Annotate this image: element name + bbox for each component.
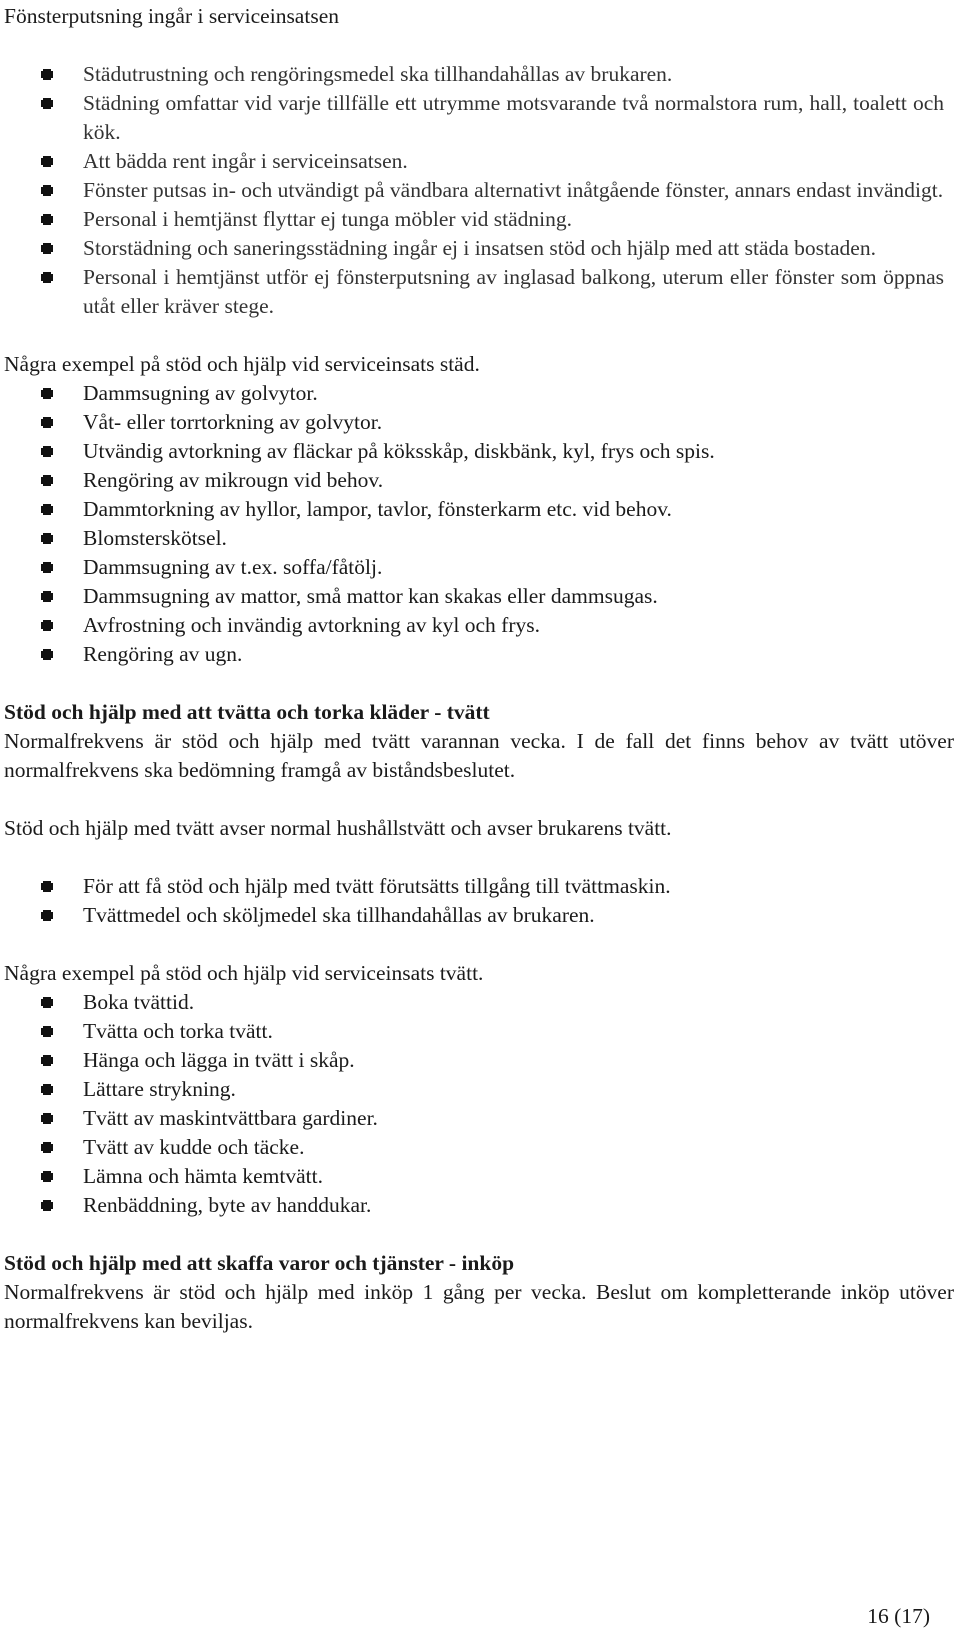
list-item: Blomsterskötsel. — [4, 524, 954, 553]
list-item: Våt- eller torrtorkning av golvytor. — [4, 408, 954, 437]
list-item: Dammsugning av t.ex. soffa/fåtölj. — [4, 553, 954, 582]
list-item: Tvätt av kudde och täcke. — [4, 1133, 954, 1162]
bullet-icon — [43, 1026, 51, 1037]
list-item: Avfrostning och invändig avtorkning av kyl och frys. — [4, 611, 954, 640]
list-item: Renbäddning, byte av handdukar. — [4, 1191, 954, 1220]
list-item: Utvändig avtorkning av fläckar på köksskåp, diskbänk, kyl, frys och spis. — [4, 437, 954, 466]
list-item: Fönster putsas in- och utvändigt på vändbara alternativt inåtgående fönster, annars endast invändigt. — [4, 176, 954, 205]
list-item: Personal i hemtjänst flyttar ej tunga möbler vid städning. — [4, 205, 954, 234]
list-item: Att bädda rent ingår i serviceinsatsen. — [4, 147, 954, 176]
list-item: Rengöring av ugn. — [4, 640, 954, 669]
list-item: Lättare strykning. — [4, 1075, 954, 1104]
list-item: Tvättmedel och sköljmedel ska tillhandahållas av brukaren. — [4, 901, 954, 930]
list-item: För att få stöd och hjälp med tvätt förutsätts tillgång till tvättmaskin. — [4, 872, 954, 901]
shopping-heading: Stöd och hjälp med att skaffa varor och tjänster - inköp — [4, 1251, 515, 1275]
list-item: Lämna och hämta kemtvätt. — [4, 1162, 954, 1191]
bullet-icon — [43, 1084, 51, 1095]
bullet-icon — [43, 620, 51, 631]
bullet-icon — [43, 475, 51, 486]
list-item: Tvätta och torka tvätt. — [4, 1017, 954, 1046]
bullet-icon — [43, 997, 51, 1008]
clean-examples-list — [4, 379, 954, 669]
bullet-icon — [43, 1200, 51, 1211]
bullet-icon — [43, 388, 51, 399]
shopping-frequency: Normalfrekvens är stöd och hjälp med inköp 1 gång per vecka. Beslut om kompletterande inköp utöver normalfrekvens kan beviljas. — [4, 1280, 954, 1333]
spacer — [4, 930, 954, 959]
bullet-icon — [43, 185, 51, 196]
list-item: Dammsugning av mattor, små mattor kan skakas eller dammsugas. — [4, 582, 954, 611]
list-item: Dammsugning av golvytor. — [4, 379, 954, 408]
bullet-icon — [43, 243, 51, 254]
page-number: 16 (17) — [867, 1604, 930, 1628]
list-item: Rengöring av mikrougn vid behov. — [4, 466, 954, 495]
list-item: Dammtorkning av hyllor, lampor, tavlor, fönsterkarm etc. vid behov. — [4, 495, 954, 524]
laundry-conditions-list — [4, 872, 954, 930]
laundry-examples-list — [4, 988, 954, 1220]
list-item: Tvätt av maskintvättbara gardiner. — [4, 1104, 954, 1133]
laundry-frequency: Normalfrekvens är stöd och hjälp med tvätt varannan vecka. I de fall det finns behov av tvätt utöver normalfrekvens ska bedömning framgå av biståndsbeslutet. — [4, 729, 954, 782]
bullet-icon — [43, 272, 51, 283]
laundry-examples-intro: Några exempel på stöd och hjälp vid serviceinsats tvätt. — [4, 961, 484, 985]
laundry-scope: Stöd och hjälp med tvätt avser normal hushållstvätt och avser brukarens tvätt. — [4, 816, 672, 840]
bullet-icon — [43, 417, 51, 428]
bullet-icon — [43, 881, 51, 892]
bullet-icon — [43, 533, 51, 544]
list-item: Städning omfattar vid varje tillfälle ett utrymme motsvarande två normalstora rum, hall, toalett och kök. — [4, 89, 954, 147]
bullet-icon — [43, 1171, 51, 1182]
clean-examples-intro: Några exempel på stöd och hjälp vid serviceinsats städ. — [4, 352, 480, 376]
laundry-heading: Stöd och hjälp med att tvätta och torka kläder - tvätt — [4, 700, 490, 724]
spacer — [4, 31, 954, 60]
bullet-icon — [43, 591, 51, 602]
list-item: Städutrustning och rengöringsmedel ska tillhandahållas av brukaren. — [4, 60, 954, 89]
cleaning-rules-list — [4, 60, 954, 321]
intro-line: Fönsterputsning ingår i serviceinsatsen — [4, 4, 339, 28]
bullet-icon — [43, 910, 51, 921]
bullet-icon — [43, 562, 51, 573]
bullet-icon — [43, 1113, 51, 1124]
list-item: Storstädning och saneringsstädning ingår ej i insatsen stöd och hjälp med att städa bostaden. — [4, 234, 954, 263]
bullet-icon — [43, 1142, 51, 1153]
bullet-icon — [43, 504, 51, 515]
spacer — [4, 843, 954, 872]
document-page — [4, 0, 954, 1336]
spacer — [4, 785, 954, 814]
spacer — [4, 669, 954, 698]
list-item: Hänga och lägga in tvätt i skåp. — [4, 1046, 954, 1075]
bullet-icon — [43, 98, 51, 109]
bullet-icon — [43, 214, 51, 225]
bullet-icon — [43, 446, 51, 457]
bullet-icon — [43, 649, 51, 660]
list-item: Personal i hemtjänst utför ej fönsterputsning av inglasad balkong, uterum eller fönster som öppnas utåt eller kräver stege. — [4, 263, 954, 321]
bullet-icon — [43, 69, 51, 80]
spacer — [4, 321, 954, 350]
bullet-icon — [43, 156, 51, 167]
bullet-icon — [43, 1055, 51, 1066]
spacer — [4, 1220, 954, 1249]
list-item: Boka tvättid. — [4, 988, 954, 1017]
